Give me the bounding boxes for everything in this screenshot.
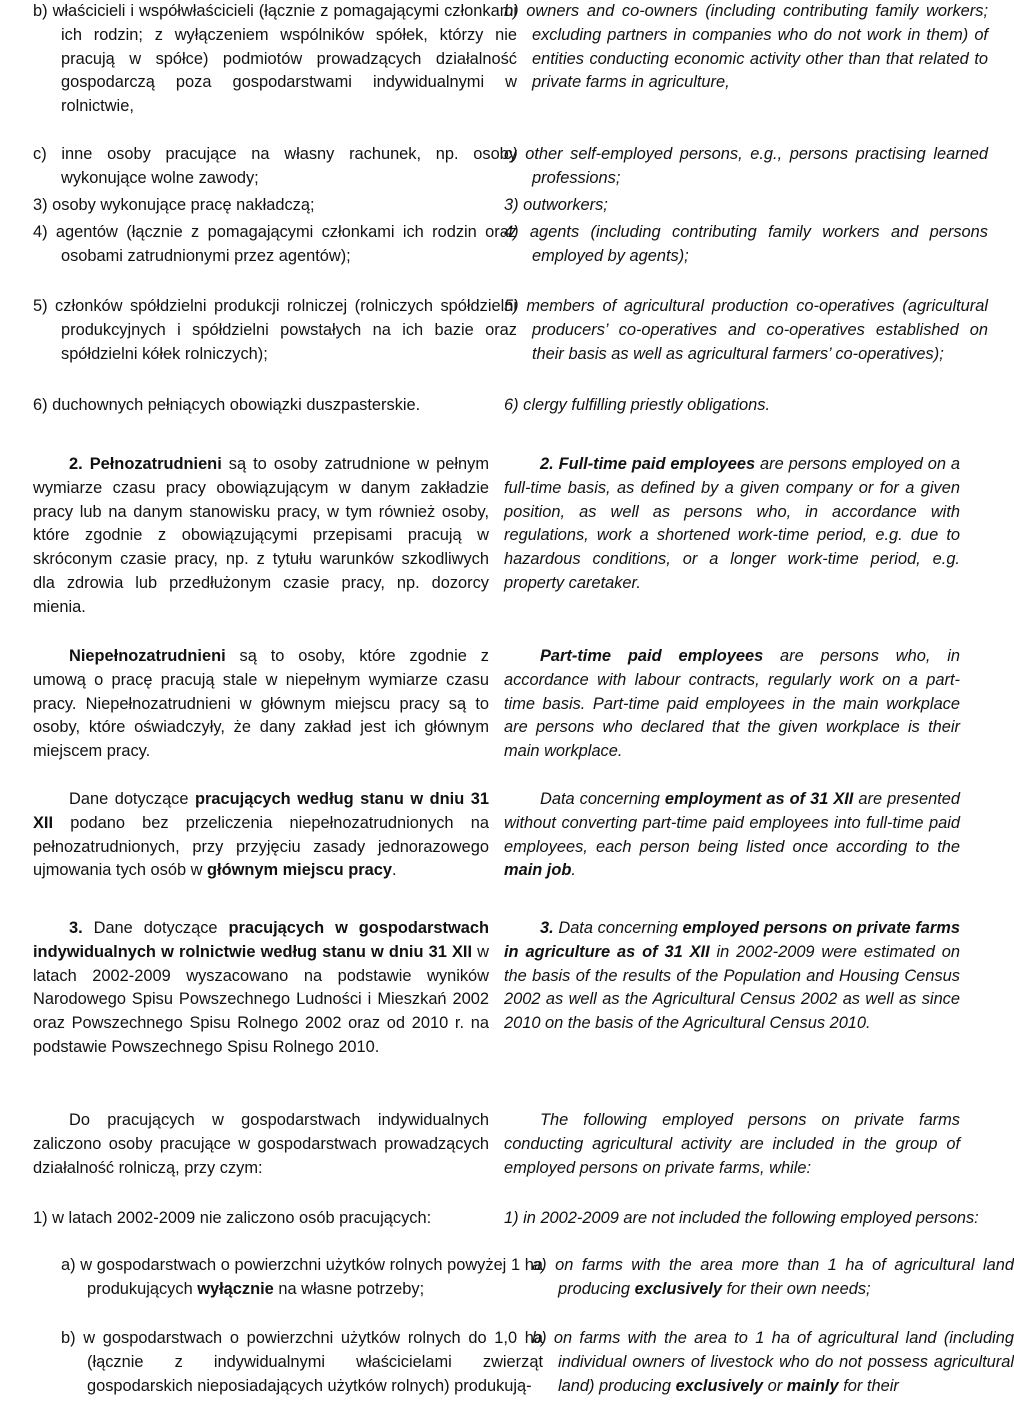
en-data-term: employment as of 31 XII <box>664 790 854 808</box>
pl-section-3-included: Do pracujących w gospodarstwach indywidualnych zaliczono osoby pracujące w gospodarstwach prowadzących działalność rolniczą, przy czym: <box>33 1111 489 1177</box>
pl-data-mainjob: głównym miejscu pracy <box>207 861 392 880</box>
en-s3-term: employed persons on private farms in agriculture as of 31 XII <box>504 919 960 961</box>
en-item-4: 4) agents (including contributing family workers and persons employed by agents); <box>504 223 988 265</box>
en-term-parttime: Part-time paid employees <box>540 647 764 665</box>
pl-s3-item-1: 1) w latach 2002-2009 nie zaliczono osób pracujących: <box>33 1209 432 1227</box>
en-s3-1b-exclusive: exclusively <box>675 1376 764 1395</box>
en-parttime-text: are persons who, in accordance with labour contracts, regularly work on a part-time basis. Part-time paid employees in the main workplace are persons who declared that the given workplace is their main workplace. <box>504 647 960 761</box>
en-item-5: 5) members of agricultural production co-operatives (agricultural producers’ co-operatives and co-operatives established on their basis as well as agricultural farmers’ co-operatives); <box>504 297 988 363</box>
pl-s3-1a-exclusive: wyłącznie <box>197 1279 274 1298</box>
en-section-3 <box>504 917 960 1036</box>
pl-s3-text: w latach 2002-2009 wyszacowano na podstawie wyników Narodowego Spisu Powszechnego Ludności i Mieszkań 2002 oraz Powszechnego Spisu Rolnego 2002 oraz od 2010 r. na podstawie Powszechnego Spisu Rolnego 2010. <box>33 942 489 1056</box>
pl-data-term: pracujących według stanu w dniu 31 XII <box>33 790 489 832</box>
en-term-fulltime: Full-time paid employees <box>558 455 756 473</box>
pl-s3-lead: Dane dotyczące <box>93 919 218 937</box>
en-section-2-fulltime <box>504 453 960 596</box>
pl-section-2-parttime <box>33 645 489 764</box>
pl-parttime-text: są to osoby, które zgodnie z umową o pracę pracują stale w niepełnym wymiarze czasu pracy. Niepełnozatrudnieni w głównym miejscu pracy są to osoby, które oświadczyły, że dany zakład jest ich głównym miejscem pracy. <box>33 647 489 761</box>
pl-item-c-other: c) inne osoby pracujące na własny rachunek, np. osoby wykonujące wolne zawody; <box>33 145 517 187</box>
pl-term-fulltime: Pełnozatrudnieni <box>89 455 222 473</box>
en-section-2-data <box>504 788 960 883</box>
en-s3-1a-text: a) on farms with the area more than 1 ha of agricultural land producing <box>532 1256 1014 1298</box>
pl-s3-term: pracujących w gospodarstwach indywidualnych w rolnictwie według stanu w dniu 31 XII <box>33 919 489 961</box>
en-section-3-included: The following employed persons on private farms conducting agricultural activity are included in the group of employed persons on private farms, while: <box>504 1111 960 1177</box>
pl-section-2-fulltime <box>33 453 489 620</box>
en-s3-item-1b <box>504 1327 1014 1398</box>
pl-item-5: 5) członków spółdzielni produkcji rolniczej (rolniczych spółdzielni produkcyjnych i spółdzielni powstałych na ich bazie oraz spółdzielni kółek rolniczych); <box>33 297 517 363</box>
en-item-c-other: c) other self-employed persons, e.g., persons practising learned professions; <box>504 145 988 187</box>
en-data-mainjob: main job <box>504 861 572 880</box>
en-s3-1b-end: for their <box>843 1376 899 1395</box>
en-section-2-number: 2. <box>540 455 554 473</box>
en-s3-1b-mainly: mainly <box>786 1376 839 1395</box>
pl-section-2-text: są to osoby zatrudnione w pełnym wymiarze czasu pracy obowiązującym w danym zakładzie pracy lub na danym stanowisku pracy, w tym również osoby, które zgodnie z obowiązującymi przepisami pracują w skróconym czasie pracy, np. z tytułu warunków szkodliwych dla zdrowia lub przedłużonym czasie pracy, np. dozorcy mienia. <box>33 455 489 616</box>
pl-term-parttime: Niepełnozatrudnieni <box>69 647 226 665</box>
en-s3-1b-text: b) on farms with the area to 1 ha of agricultural land (including individual owners of livestock who do not possess agricultural land) producing <box>532 1329 1014 1395</box>
en-data-end: . <box>571 861 576 880</box>
en-s3-1a-end: for their own needs; <box>726 1279 871 1298</box>
pl-item-4: 4) agentów (łącznie z pomagającymi członkami ich rodzin oraz osobami zatrudnionymi przez agentów); <box>33 223 517 265</box>
pl-item-6: 6) duchownych pełniących obowiązki duszpasterskie. <box>33 396 421 414</box>
en-s3-item-1a <box>504 1254 1014 1302</box>
en-s3-lead: Data concerning <box>558 919 678 937</box>
en-data-text: are presented without converting part-time paid employees into full-time paid employees, each person being listed once according to the <box>504 790 960 856</box>
en-s3-1b-or: or <box>767 1376 783 1395</box>
en-s3-1a-exclusive: exclusively <box>634 1279 723 1298</box>
en-section-2-parttime <box>504 645 960 764</box>
pl-item-3: 3) osoby wykonujące pracę nakładczą; <box>33 196 315 214</box>
pl-s3-1a-end: na własne potrzeby; <box>278 1279 425 1298</box>
pl-section-2-number: 2. <box>69 455 83 473</box>
pl-section-3 <box>33 917 489 1060</box>
en-item-6: 6) clergy fulfilling priestly obligations. <box>504 396 771 414</box>
en-item-b-owners: b) owners and co-owners (including contributing family workers; excluding partners in companies who do not work in them) of entities conducting economic activity other than that related to private farms in agriculture, <box>504 2 988 92</box>
en-data-lead: Data concerning <box>540 790 660 808</box>
en-s3-text: in 2002-2009 were estimated on the basis of the results of the Population and Housing Census 2002 as well as the Agricultural Census 2002 as well as since 2010 on the basis of the Agricultural Census 2010. <box>504 942 960 1033</box>
en-item-3: 3) outworkers; <box>504 196 608 214</box>
pl-s3-1a-text: a) w gospodarstwach o powierzchni użytków rolnych powyżej 1 ha produkujących <box>61 1256 543 1298</box>
pl-section-2-data <box>33 788 489 883</box>
pl-data-end: . <box>391 861 397 880</box>
pl-data-lead: Dane dotyczące <box>69 790 189 808</box>
en-section-2-text: are persons employed on a full-time basis, as defined by a given company or for a given position, as well as persons who, in accordance with regulations, work a shortened work-time period, e.g. due to hazardous conditions, or a longer work-time period, e.g. property caretaker. <box>504 455 960 592</box>
pl-item-b-owners: b) właścicieli i współwłaścicieli (łącznie z pomagającymi członkami ich rodzin; z wyłączeniem wspólników spółek, którzy nie pracują w spółce) podmiotów prowadzących działalność gospodarczą poza gospodarstwami indywidualnymi w rolnictwie, <box>33 2 517 116</box>
pl-section-3-number: 3. <box>69 919 83 937</box>
en-s3-item-1: 1) in 2002-2009 are not included the following employed persons: <box>504 1209 979 1227</box>
pl-s3-item-1b: b) w gospodarstwach o powierzchni użytków rolnych do 1,0 ha (łącznie z indywidualnymi właścicielami zwierząt gospodarskich nieposiadających użytków rolnych) produkują- <box>61 1329 543 1395</box>
pl-data-text: podano bez przeliczenia niepełnozatrudnionych na pełnozatrudnionych, przy przyjęciu zasady jednorazowego ujmowania tych osób w <box>33 813 489 880</box>
pl-s3-item-1a <box>33 1254 543 1302</box>
en-section-3-number: 3. <box>540 919 554 937</box>
